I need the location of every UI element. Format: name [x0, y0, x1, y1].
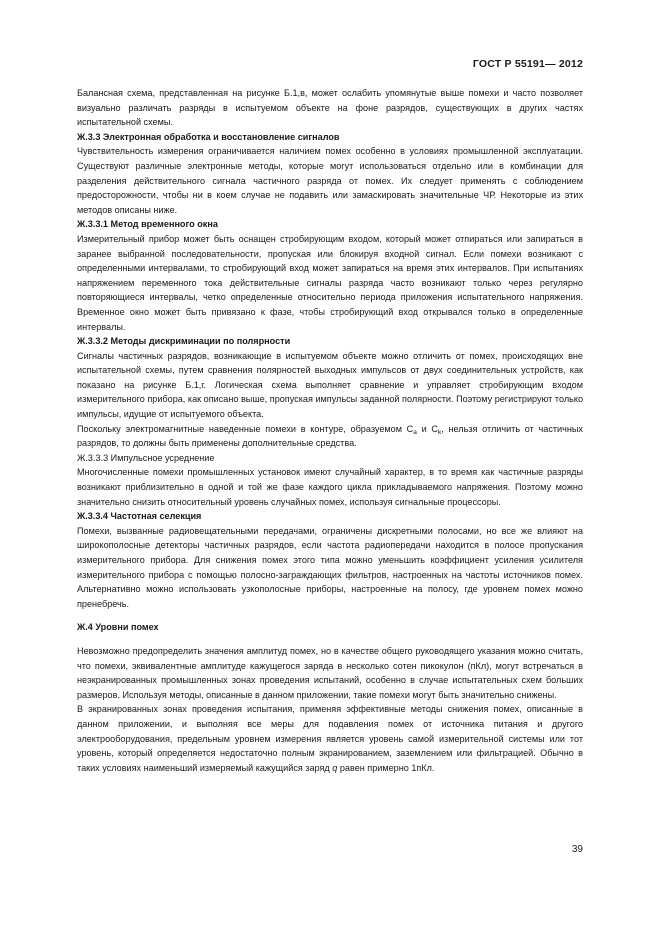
standard-header: ГОСТ Р 55191— 2012: [472, 58, 583, 70]
paragraph-polarity: Сигналы частичных разрядов, возникающие в испытуемом объекте можно отличить от помех, происходящих вне испытательной схемы, путем сравнения полярностей выходных импульсов от двух соединительных устройств, как показано на рисунке Б.1,г. Логическая схема выполняет сравнение и управляет стробирующим входом измерительного прибора, как описано выше, пропуская импульсы заданной полярности. Поэтому регистрируют только импульсы, идущие от испытуемого объекта.: [77, 350, 583, 420]
text-part: Поскольку электромагнитные наведенные помехи в контуре, образуемом C: [77, 423, 414, 434]
paragraph-sensitivity: Чувствительность измерения ограничивается наличием помех особенно в условиях промышленной эксплуатации. Существуют различные электронные методы, которые могут использоваться отдельно или в комбинации для разделения действительного сигнала частичного разряда от помех. Их следует применять с соблюдением предосторожности, чтобы ни в коем случае не подавить или замаскировать значительные ЧР. Некоторые из этих методов описаны ниже.: [77, 146, 583, 215]
charge-symbol: q: [332, 762, 338, 773]
text-part: и C: [416, 423, 438, 434]
section-heading-4: Ж.4 Уровни помех: [77, 622, 159, 633]
section-heading-3-3-4: Ж.3.3.4 Частотная селекция: [77, 511, 202, 522]
text-part: равен примерно 1пКл.: [337, 762, 435, 773]
paragraph-noise-levels: Невозможно предопределить значения амплитуд помех, но в качестве общего руководящего указания можно считать, что помехи, эквивалентные амплитуде кажущегося заряда в несколько сотен пикокулон (пКл), могут встречаться в неэкранированных промышленных зонах проведения испытаний, особенно в случае испытательных схем больших размеров. Используя методы, описанные в данном приложении, такие помехи могут быть значительно снижены.: [77, 645, 583, 700]
text-part: В экранированных зонах проведения испытания, применяя эффективные методы снижения помех, описанные в данном приложении, и выполняя все меры для подавления помех от источника питания и другого электрооборудования, предельным уровнем измерения является уровень самой измерительной системы или тот уровень, который определяется недостаточно полным экранированием, заземлением или фильтрацией. Обычно в таких условиях наименьший измеряемый кажущийся заряд: [77, 704, 583, 773]
subscript-a: a: [413, 428, 417, 436]
page-number: 39: [571, 844, 583, 855]
section-heading-3-3-1: Ж.3.3.1 Метод временного окна: [77, 219, 218, 230]
paragraph-averaging: Многочисленные помехи промышленных установок имеют случайный характер, в то время как частичные разряды возникают приблизительно в одной и той же фазе каждого цикла прикладываемого напряжения. Поэтому можно значительно снизить относительный уровень случайных помех, используя сигнальные процессоры.: [77, 467, 583, 507]
page-body: [77, 86, 583, 775]
section-heading-3-3-2: Ж.3.3.2 Методы дискриминации по полярности: [77, 336, 291, 347]
paragraph-time-window: Измерительный прибор может быть оснащен стробирующим входом, который может отпираться или запираться в заранее выбранной последовательности, пропуская или блокируя входной сигнал. Если помехи возникают с определенными интервалами, то стробирующий вход может запираться на время этих интервалов. При испытаниях напряжением переменного тока действительные сигналы разряда часто возникают только через регулярно повторяющиеся интервалы, четко определенные относительно периода приложения испытательного напряжения. Временное окно может быть привязано к фазе, чтобы стробирующий вход открывался только в определенные интервалы.: [77, 233, 583, 332]
section-heading-3-3-3: Ж.3.3.3 Импульсное усреднение: [77, 452, 215, 463]
text-part: , нельзя отличить от частичных разрядов, то должны быть применены дополнительные средства.: [77, 423, 583, 449]
section-heading-3-3: Ж.3.3 Электронная обработка и восстановление сигналов: [77, 131, 340, 142]
paragraph-balanced-scheme: [77, 86, 583, 130]
subscript-k: k: [437, 428, 442, 436]
paragraph-frequency: Помехи, вызванные радиовещательными передачами, ограничены дискретными полосами, но все же влияют на широкополосные детекторы частичных разрядов, если частота радиопередачи находится в полосе пропускания измерительного прибора. Для снижения помех этого типа можно уменьшить коэффициент усиления усилителя измерительного прибора с помощью полосно-заграждающих фильтров, настроенных на частоты источников помех. Альтернативно можно использовать узкополосные приборы, настроенные на полосу, где уровнем помех можно пренебречь.: [77, 525, 583, 609]
paragraph-text: Балансная схема, представленная на рисунке Б.1,в, может ослабить упомянутые выше помехи и часто позволяет визуально различать разряды в испытуемом объекте на фоне разрядов, существующих в других частях испытательной схемы.: [77, 88, 583, 128]
paragraph-electromagnetic: [77, 422, 583, 451]
paragraph-shielded-zones: [77, 702, 583, 775]
